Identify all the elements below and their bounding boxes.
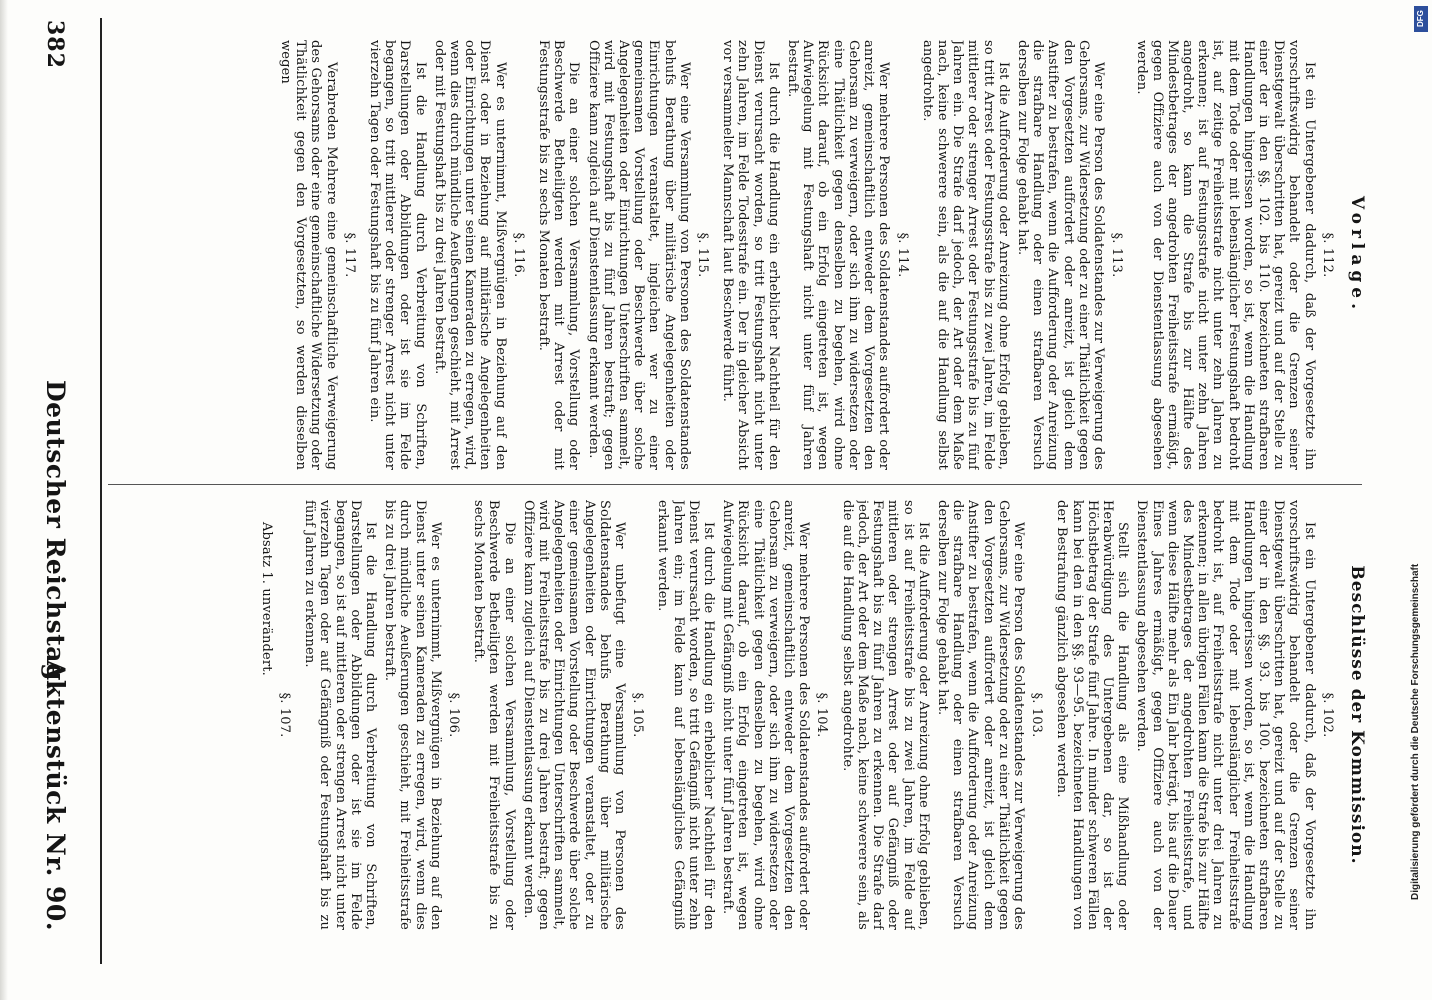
section-paragraph: Wer eine Versammlung von Personen des Soldatenstandes behufs Berathung über militärische Angelegenheiten oder Einrichtungen veranstaltet, ingleichen wer zu einer gemeinsamen Vorstellung oder Beschwerde über solche Angelegenheiten oder Einrichtungen Unterschriften sammelt, wird mit Festungshaft bis zu fünf Jahren bestraft; gegen Offiziere kann zugleich auf Dienstentlassung erkannt werden. [585, 40, 692, 470]
section-paragraph: Ist die Aufforderung oder Anreizung ohne Erfolg geblieben, so ist auf Freiheitsstrafe bis zu zwei Jahren, im Felde auf mittleren oder strengen Arrest oder auf Gefängniß oder Festungshaft bis zu fünf Jahren zu erkennen. Die Strafe darf jedoch, der Art oder dem Maße nach, keine schwerere sein, als die auf die Handlung selbst angedrohte. [839, 500, 931, 930]
section-paragraph: Ist die Handlung durch Verbreitung von Schriften, Darstellungen oder Abbildungen oder ist sie im Felde begangen, so tritt mittlerer oder strenger Arrest nicht unter vierzehn Tagen oder Festungshaft bis zu fünf Jahren ein. [367, 40, 428, 470]
running-title: Deutscher Reichstag. [41, 380, 70, 691]
section-paragraph: Absatz 1. unverändert. [258, 522, 274, 676]
column-divider [108, 484, 1362, 485]
section-paragraph: Die an einer solchen Versammlung, Vorstellung oder Beschwerde Betheiligten werden mit Arrest oder mit Festungsstrafe bis zu sechs Monaten bestraft. [536, 40, 582, 470]
section-paragraph: Wer unbefugt eine Versammlung von Personen des Soldatenstandes behufs Berathung über militärische Angelegenheiten oder Einrichtungen veranstaltet, oder zu einer gemeinsamen Vorstellung oder Beschwerde über solche Angelegenheiten oder Einrichtungen Unterschriften sammelt, wird mit Freiheitsstrafe bis zu drei Jahren bestraft; gegen Offiziere kann zugleich auf Dienstentlassung erkannt werden. [520, 500, 628, 930]
page-number: 382 [42, 20, 68, 69]
dfg-logo: DFG [1414, 6, 1428, 32]
section-title: §. 117. [341, 232, 357, 278]
section-paragraph: Ist ein Untergebener dadurch, daß der Vorgesetzte ihn vorschriftswidrig behandelt oder die Grenzen seiner Dienstgewalt überschritten hat, gereizt und auf der Stelle zu einer der in den §§. 93. bis 100. bezeichneten strafbaren Handlungen hingerissen worden, so ist, wenn die Handlung mit dem Tode oder mit lebenslänglicher Freiheitsstrafe bedroht ist, auf Freiheitsstrafe nicht unter drei Jahren zu erkennen; in allen übrigen Fällen kann die Strafe bis zur Hälfte des Mindestbetrages der angedrohten Freiheitsstrafe, und wenn diese Hälfte mehr als Ein Jahr beträgt, bis auf die Dauer Eines Jahres ermäßigt, gegen Offiziere auch von der Dienstentlassung abgesehen werden. [1134, 500, 1317, 930]
section-paragraph: Verabreden Mehrere eine gemeinschaftliche Verweigerung des Gehorsams oder eine gemeinschaftliche Widersetzung oder Thätlichkeit gegen den Vorgesetzten, so werden dieselben wegen [278, 40, 339, 470]
section-title: §. 106. [446, 692, 462, 738]
section-paragraph: Ist die Aufforderung oder Anreizung ohne Erfolg geblieben, so tritt Arrest oder Festungsstrafe bis zu zwei Jahren, im Felde mittlerer oder strenger Arrest oder Festungsstrafe bis zu fünf Jahren ein. Die Strafe darf jedoch, der Art oder dem Maße nach, keine schwerere sein, als die auf die Handlung selbst angedrohte. [919, 40, 1011, 470]
section-paragraph: Wer eine Person des Soldatenstandes zur Verweigerung des Gehorsams, zur Widersetzung oder zu einer Thätlichkeit gegen den Vorgesetzten auffordert oder anreizt, ist gleich dem Anstifter zu bestrafen, wenn die Aufforderung oder Anreizung die strafbare Handlung oder einen strafbaren Versuch derselben zur Folge gehabt hat. [934, 500, 1026, 930]
column-beschluesse [110, 500, 1372, 930]
section-paragraph: Stellt sich die Handlung als eine Mißhandlung oder Herabwürdigung des Untergebenen dar, so ist der Höchstbetrag der Strafe fünf Jahre. In minder schweren Fällen kann bei den in den §§. 93—95. bezeichneten Handlungen von der Bestrafung gänzlich abgesehen werden. [1054, 500, 1131, 930]
page-header [32, 20, 72, 960]
column-vorlage [110, 40, 1372, 470]
section-paragraph: Wer eine Person des Soldatenstandes zur Verweigerung des Gehorsams, zur Widersetzung oder zu einer Thätlichkeit gegen den Vorgesetzten auffordert oder anreizt, ist gleich dem Anstifter zu bestrafen, wenn die Aufforderung oder Anreizung die strafbare Handlung oder einen strafbaren Versuch derselben zur Folge gehabt hat. [1014, 40, 1106, 470]
section-paragraph: Wer es unternimmt, Mißvergnügen in Beziehung auf den Dienst unter seinen Kameraden zu erregen, wird, wenn dies durch mündliche Aeußerungen geschieht, mit Freiheitsstrafe bis zu drei Jahren bestraft. [382, 500, 443, 930]
document-number: Aktenstück Nr. 90. [41, 660, 70, 932]
section-title: §. 116. [510, 232, 526, 278]
section-paragraph: Ist die Handlung durch Verbreitung von Schriften, Darstellungen oder Abbildungen oder ist sie im Felde begangen, so ist auf mittleren oder strengen Arrest nicht unter vierzehn Tagen oder auf Gefängniß oder Festungshaft bis zu fünf Jahren zu erkennen. [302, 500, 379, 930]
section-title: §. 114. [894, 232, 910, 278]
section-paragraph: Wer mehrere Personen des Soldatenstandes auffordert oder anreizt, gemeinschaftlich entweder dem Vorgesetzten den Gehorsam zu verweigern, oder sich ihm zu widersetzen oder eine Thätlichkeit gegen denselben zu begehen, wird ohne Rücksicht darauf, ob ein Erfolg eingetreten ist, wegen Aufwiegelung mit Festungshaft nicht unter fünf Jahren bestraft. [785, 40, 892, 470]
section-title: §. 102. [1319, 692, 1335, 738]
header-rule [100, 18, 102, 964]
section-list [278, 40, 1335, 470]
section-paragraph: Wer mehrere Personen des Soldatenstandes auffordert oder anreizt, gemeinschaftlich entweder dem Vorgesetzten den Gehorsam zu verweigern, oder sich ihm zu widersetzen oder eine Thätlichkeit gegen denselben zu begehen, wird ohne Rücksicht darauf, ob ein Erfolg eingetreten ist, wegen Aufwiegelung mit Gefängniß nicht unter fünf Jahren bestraft. [720, 500, 812, 930]
section-title: §. 115. [695, 232, 711, 278]
column-heading: Vorlage. [1347, 195, 1367, 315]
section-title: §. 105. [630, 692, 646, 738]
section-list [259, 500, 1335, 930]
column-heading: Beschlüsse der Kommission. [1347, 565, 1367, 865]
section-paragraph: Ist ein Untergebener dadurch, daß der Vorgesetzte ihn vorschriftswidrig behandelt oder die Grenzen seiner Dienstgewalt überschritten hat, gereizt und auf der Stelle zu einer der in den §§. 102. bis 110. bezeichneten strafbaren Handlungen hingerissen worden, so ist, wenn die Handlung mit dem Tode oder mit lebenslänglicher Festungshaft bedroht ist, auf zeitige Freiheitsstrafe nicht unter zehn Jahren zu erkennen; ist auf Festungsstrafe nicht unter zehn Jahren angedroht, so kann die Strafe bis zur Hälfte des Mindestbetrages der angedrohten Freiheitsstrafe ermäßigt, gegen Offiziere auch von der Dienstentlassung abgesehen werden. [1134, 40, 1317, 470]
section-paragraph: Ist durch die Handlung ein erheblicher Nachtheil für den Dienst verursacht worden, so tritt Gefängniß nicht unter zehn Jahren ein; im Felde kann auf lebenslängliches Gefängniß erkannt werden. [655, 500, 717, 930]
section-title: §. 113. [1109, 232, 1125, 278]
section-paragraph: Die an einer solchen Versammlung, Vorstellung oder Beschwerde Betheiligten werden mit Freiheitsstrafe bis zu sechs Monaten bestraft. [471, 500, 517, 930]
digitization-credit: Digitalisierung gefördert durch die Deutsche Forschungsgemeinschaft [1410, 563, 1421, 900]
section-title: §. 104. [814, 692, 830, 738]
section-title: §. 112. [1319, 232, 1335, 278]
section-title: §. 107. [277, 692, 292, 738]
section-title: §. 103. [1029, 692, 1045, 738]
section-paragraph: Wer es unternimmt, Mißvergnügen in Beziehung auf den Dienst oder in Beziehung auf militärische Angelegenheiten oder Einrichtungen unter seinen Kameraden zu erregen, wird, wenn dies durch mündliche Aeußerungen geschieht, mit Arrest oder mit Festungshaft bis zu drei Jahren bestraft. [431, 40, 508, 470]
section-paragraph: Ist durch die Handlung ein erheblicher Nachtheil für den Dienst verursacht worden, so tritt Festungshaft nicht unter zehn Jahren, im Felde Todesstrafe ein. Der in gleicher Absicht vor versammelter Mannschaft laut Beschwerde führt. [720, 40, 781, 470]
